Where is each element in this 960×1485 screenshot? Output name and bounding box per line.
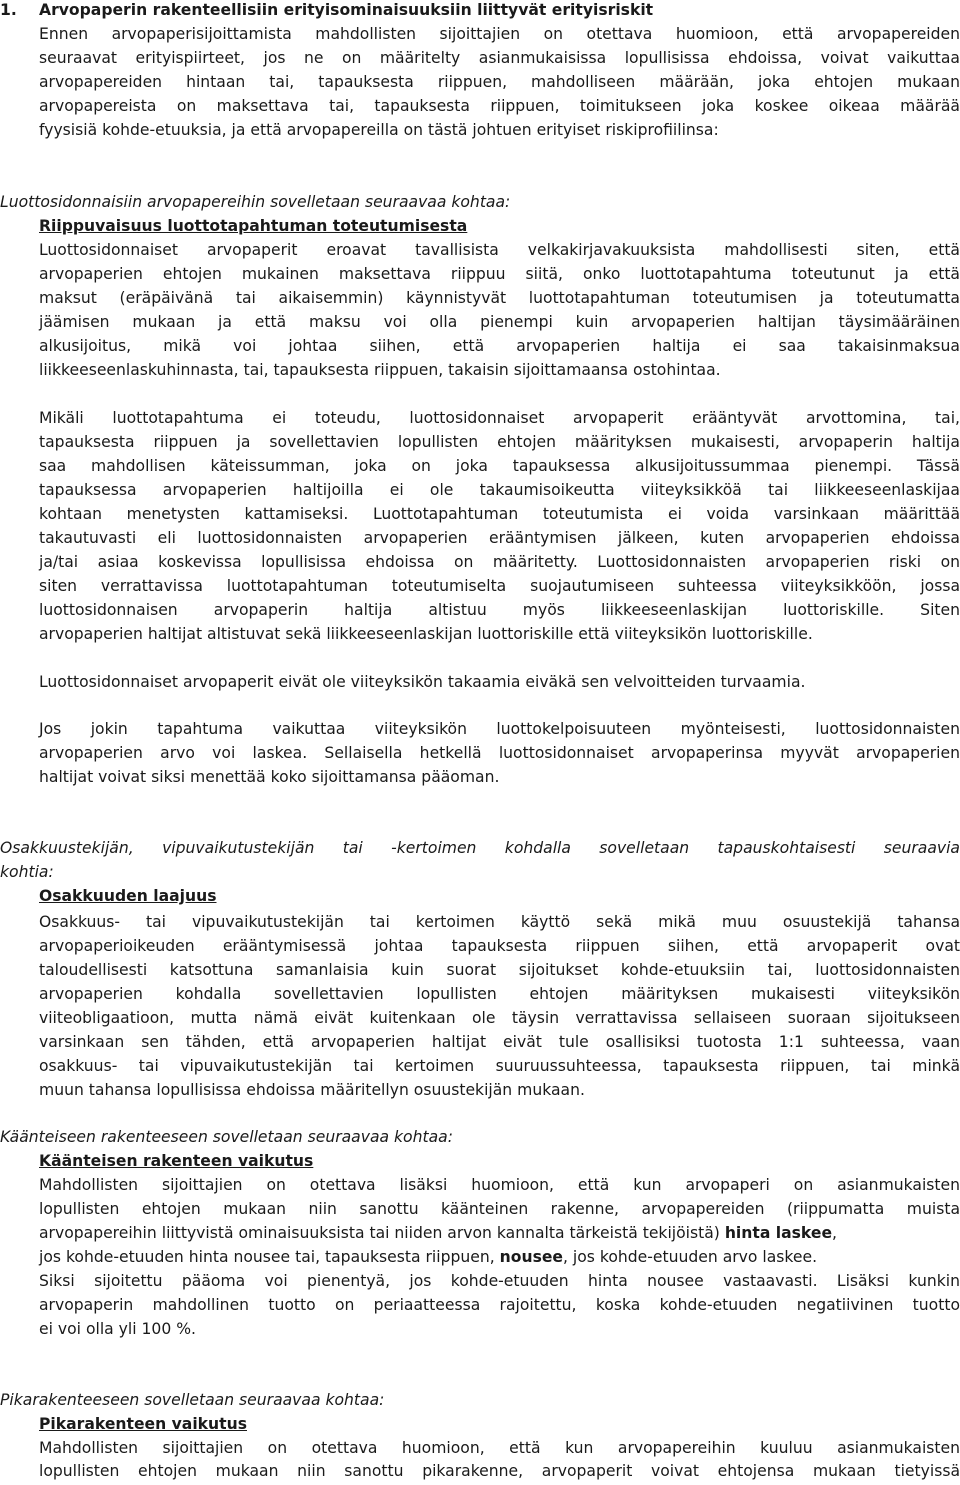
credit-para2-line: ja/tai asiaa koskevissa lopullisissa ehdoissa on määritetty. Luottosidonnaisten arvopaperien riski on	[39, 553, 960, 571]
credit-para3: Luottosidonnaiset arvopaperit eivät ole viiteyksikön takaamia eiväkä sen velvoitteiden turvaamia.	[39, 673, 806, 691]
credit-para2-line: luottosidonnaisen arvopaperin haltija altistuu myös liikkeeseenlaskijan luottoriskille. Siten	[39, 601, 960, 619]
participation-subheading: Osakkuuden laajuus	[39, 887, 217, 905]
section-number: 1.	[0, 1, 17, 19]
participation-line: Osakkuus- tai vipuvaikutustekijän tai kertoimen käyttö sekä mikä muu osuustekijä tahansa	[39, 913, 960, 931]
reverse-line: lopullisten ehtojen mukaan niin sanottu käänteinen rakenne, arvopapereiden (riippumatta muista	[39, 1200, 960, 1218]
intro-line: arvopapereista on maksettava tai, tapauksesta riippuen, toimitukseen joka koskee oikeaa määrää	[39, 97, 960, 115]
credit-para4-line: arvopaperien arvo voi laskea. Sellaisella hetkellä luottosidonnaiset arvopaperinsa myyvät arvopaperien	[39, 744, 960, 762]
credit-para2-line: saa mahdollisen käteissumman, joka on joka tapauksessa alkusijoitussummaa pienempi. Tässä	[39, 457, 960, 475]
credit-lead: Luottosidonnaisiin arvopapereihin sovelletaan seuraavaa kohtaa:	[0, 193, 511, 211]
reverse-lead: Käänteiseen rakenteeseen sovelletaan seuraavaa kohtaa:	[0, 1128, 453, 1146]
participation-line: viiteobligaatioon, mutta nämä eivät kuitenkaan ole täysin verrattavissa sellaiseen suoraan sijoitukseen	[39, 1009, 960, 1027]
reverse-subheading: Käänteisen rakenteen vaikutus	[39, 1152, 314, 1170]
reverse-l3-end: ,	[832, 1224, 837, 1242]
reverse-line	[0, 1245, 960, 1269]
intro-line: arvopapereiden hintaan tai, tapauksesta riippuen, mahdolliseen määrään, joka ehtojen mukaan	[39, 73, 960, 91]
participation-line: varsinkaan sen tähden, että arvopaperien haltijat eivät tule osallisiksi tuotosta 1:1 suhteessa, vaan	[39, 1033, 960, 1051]
intro-line: seuraavat erityispiirteet, jos ne on määritelty asianmukaisissa lopullisissa ehdoissa, voivat vaikuttaa	[39, 49, 960, 67]
reverse-line: Siksi sijoitettu pääoma voi pienentyä, jos kohde-etuuden hinta nousee vastaavasti. Lisäksi kunkin	[39, 1272, 960, 1290]
reverse-line: Mahdollisten sijoittajien on otettava lisäksi huomioon, että kun arvopaperi on asianmukaisten	[39, 1176, 960, 1194]
credit-para4-line: Jos jokin tapahtuma vaikuttaa viiteyksikön luottokelpoisuuteen myönteisesti, luottosidonnaisten	[39, 720, 960, 738]
participation-line: arvopaperien kohdalla sovellettavien lopullisten ehtojen määrityksen mukaisesti viiteyksikön	[39, 985, 960, 1003]
participation-lead-line: Osakkuustekijän, vipuvaikutustekijän tai -kertoimen kohdalla sovelletaan tapauskohtaisesti seuraavia	[0, 839, 960, 857]
credit-para4-line: haltijat voivat siksi menettää koko sijoittamansa pääoman.	[39, 768, 500, 786]
credit-para2-line: tapauksesta riippuen ja sovellettavien lopullisten ehtojen määrityksen mukaisesti, arvopaperin haltija	[39, 433, 960, 451]
credit-para1-line: Luottosidonnaiset arvopaperit eroavat tavallisista velkakirjavakuuksista mahdollisesti siten, että	[39, 241, 960, 259]
credit-para2-line: tapauksessa arvopaperien haltijoilla ei ole takaumisoikeutta viiteyksikköä tai liikkeeseenlaskijaa	[39, 481, 960, 499]
credit-para2-line: kohtaan menetysten kattamiseksi. Luottotapahtuman toteutumista ei voida varsinkaan määrittää	[39, 505, 960, 523]
reverse-line	[0, 1221, 960, 1245]
reverse-line: arvopaperin mahdollinen tuotto on periaatteessa rajoitettu, koska kohde-etuuden negatiivinen tuotto	[39, 1296, 960, 1314]
intro-line: Ennen arvopaperisijoittamista mahdollisten sijoittajien on otettava huomioon, että arvopapereiden	[39, 25, 960, 43]
barrier-line: lopullisten ehtojen mukaan niin sanottu pikarakenne, arvopaperit voivat ehtojensa mukaan tietyissä	[39, 1462, 960, 1480]
credit-para2-line: Mikäli luottotapahtuma ei toteudu, luottosidonnaiset arvopaperit erääntyvät arvottomina, tai,	[39, 409, 960, 427]
credit-para1-line: alkusijoitus, mikä voi johtaa siihen, että arvopaperien haltija ei saa takaisinmaksua	[39, 337, 960, 355]
credit-para1-line: liikkeeseenlaskuhinnasta, tai, tapauksesta riippuen, takaisin sijoittamaansa ostohintaa.	[39, 361, 721, 379]
participation-line: taloudellisesti katsottuna samanlaisia kuin suorat sijoitukset kohde-etuuksiin tai, luottosidonnaisten	[39, 961, 960, 979]
credit-para1-line: arvopaperien ehtojen mukainen maksettava riippuu siitä, onko luottotapahtuma toteutunut ja että	[39, 265, 960, 283]
barrier-line: Mahdollisten sijoittajien on otettava huomioon, että kun arvopapereihin kuuluu asianmukaisten	[39, 1439, 960, 1457]
reverse-l4-bold: nousee	[499, 1248, 564, 1266]
credit-subheading: Riippuvaisuus luottotapahtuman toteutumisesta	[39, 217, 468, 235]
participation-line: osakkuus- tai vipuvaikutustekijän tai kertoimen suuruussuhteessa, tapauksesta riippuen, tai minkä	[39, 1057, 960, 1075]
credit-para2-line: arvopaperien haltijat altistuvat sekä liikkeeseenlaskijan luottoriskille että viiteyksikön luottoriskille.	[39, 625, 813, 643]
section-title: Arvopaperin rakenteellisiin erityisominaisuuksiin liittyvät erityisriskit	[39, 1, 654, 19]
reverse-l4-text: jos kohde-etuuden hinta nousee tai, tapauksesta riippuen,	[39, 1248, 500, 1266]
credit-para2-line: takautuvasti eli luottosidonnaisten arvopaperien erääntymisen jälkeen, kuten arvopaperien ehdoissa	[39, 529, 960, 547]
reverse-l3-text: arvopapereihin liittyvistä ominaisuuksista tai niiden arvon kannalta tärkeistä tekijöistä)	[39, 1224, 725, 1242]
participation-line: muun tahansa lopullisissa ehdoissa määritellyn osuustekijän mukaan.	[39, 1081, 585, 1099]
reverse-l3-bold: hinta laskee	[724, 1224, 833, 1242]
participation-lead-line: kohtia:	[0, 863, 54, 881]
credit-para2-line: siten verrattavissa luottotapahtuman toteutumiselta suojautumiseen suhteessa viiteyksikköön, jossa	[39, 577, 960, 595]
participation-line: arvopaperioikeuden erääntymisessä johtaa tapauksesta riippuen siihen, että arvopaperit ovat	[39, 937, 960, 955]
reverse-line: ei voi olla yli 100 %.	[39, 1320, 197, 1338]
barrier-subheading: Pikarakenteen vaikutus	[39, 1415, 247, 1433]
intro-line: fyysisiä kohde-etuuksia, ja että arvopapereilla on tästä johtuen erityiset riskiprofiilinsa:	[39, 121, 719, 139]
credit-para1-line: jäämisen mukaan ja että maksu voi olla pienempi kuin arvopaperien haltijan täysimääräinen	[39, 313, 960, 331]
credit-para1-line: maksut (eräpäivänä tai aikaisemmin) käynnistyvät luottotapahtuman toteutumisen ja toteutumatta	[39, 289, 960, 307]
barrier-lead: Pikarakenteeseen sovelletaan seuraavaa kohtaa:	[0, 1391, 385, 1409]
reverse-l4-end: , jos kohde-etuuden arvo laskee.	[563, 1248, 818, 1266]
